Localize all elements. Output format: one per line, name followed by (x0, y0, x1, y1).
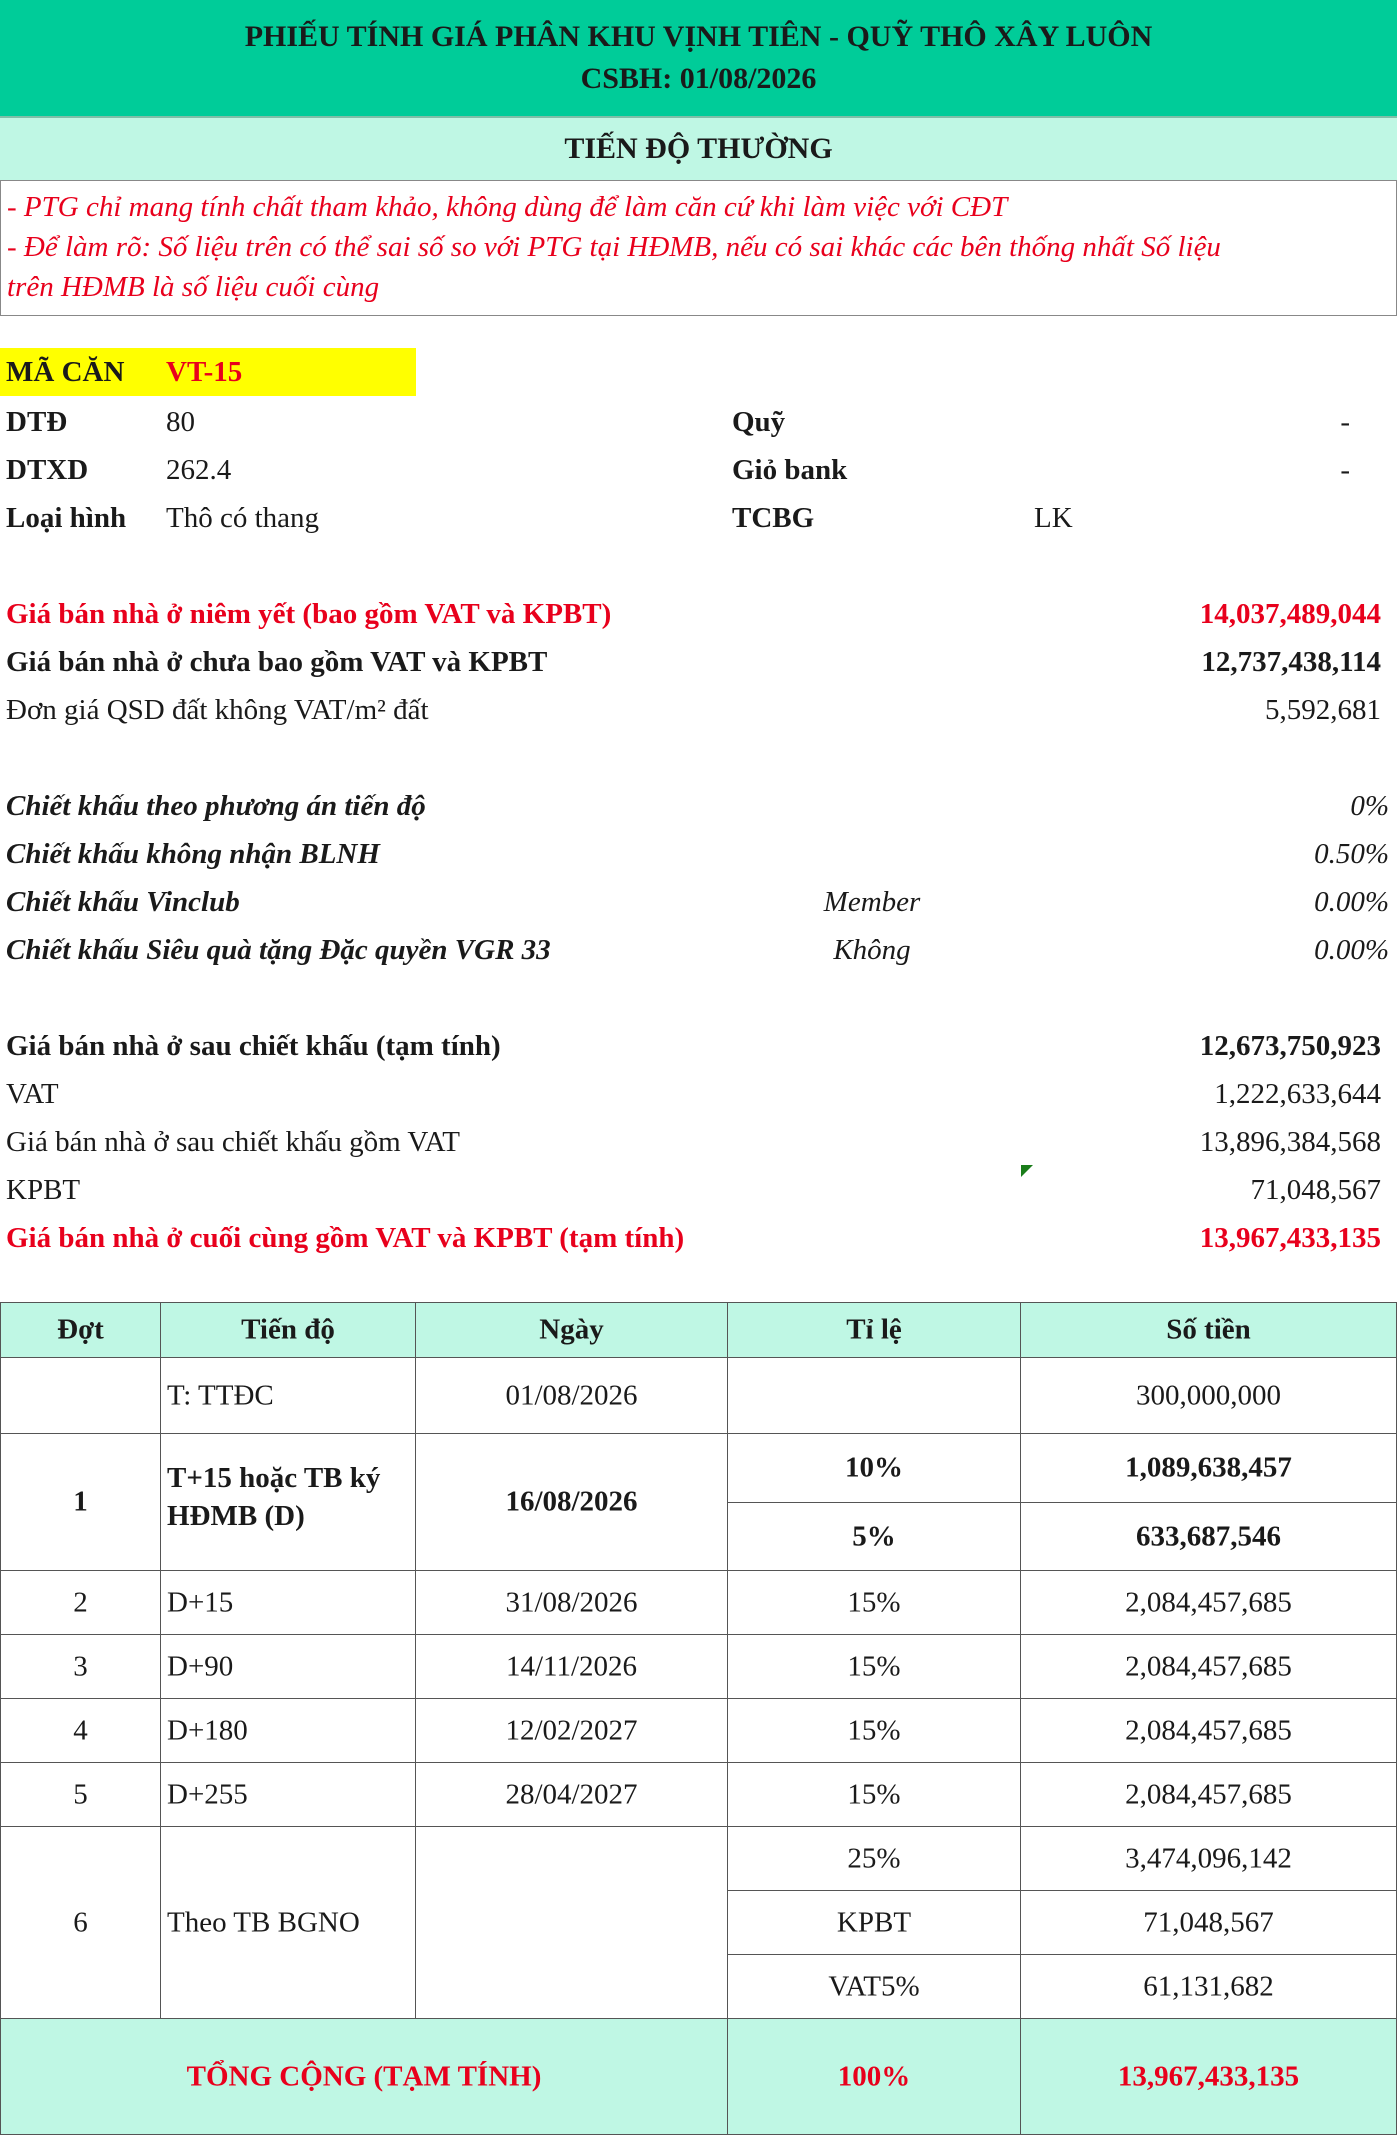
table-cell (415, 1826, 728, 2019)
table-header: Tiến độ (160, 1302, 416, 1358)
table-cell: 2,084,457,685 (1020, 1698, 1397, 1763)
table-cell: 5% (727, 1502, 1021, 1571)
table-cell: 61,131,682 (1020, 1954, 1397, 2019)
listed-price-label: Giá bán nhà ở niêm yết (bao gồm VAT và KPBT) (6, 598, 612, 630)
table-cell: Theo TB BGNO (160, 1826, 416, 2019)
loai-hinh-label: Loại hình (6, 502, 127, 534)
dtd-label: DTĐ (6, 406, 68, 438)
dtxd-label: DTXD (6, 454, 89, 486)
table-cell: VAT5% (727, 1954, 1021, 2019)
header (0, 0, 1397, 118)
table-cell (727, 1357, 1021, 1434)
unit-code-value: VT-15 (166, 356, 243, 388)
discount-value: 0.00% (1314, 934, 1389, 966)
note-line: trên HĐMB là số liệu cuối cùng (7, 271, 380, 303)
discount-value: 0.50% (1314, 838, 1389, 870)
vat-label: VAT (6, 1078, 59, 1110)
table-cell: 71,048,567 (1020, 1890, 1397, 1955)
dtd-value: 80 (166, 406, 195, 438)
table-cell: 25% (727, 1826, 1021, 1891)
tcbg-label: TCBG (732, 502, 815, 534)
table-cell: 6 (0, 1826, 161, 2019)
quy-label: Quỹ (732, 406, 786, 438)
table-cell: 4 (0, 1698, 161, 1763)
table-cell (0, 1357, 161, 1434)
excl-price-label: Giá bán nhà ở chưa bao gồm VAT và KPBT (6, 646, 548, 678)
table-cell: 15% (727, 1762, 1021, 1827)
after-discount-value: 12,673,750,923 (1199, 1030, 1381, 1062)
table-cell: D+180 (160, 1698, 416, 1763)
after-vat-value: 13,896,384,568 (1199, 1126, 1381, 1158)
kpbt-value: 71,048,567 (1250, 1174, 1381, 1206)
gio-bank-value: - (1340, 454, 1350, 486)
table-cell: 633,687,546 (1020, 1502, 1397, 1571)
schedule-type-title: TIẾN ĐỘ THƯỜNG (0, 118, 1397, 181)
table-cell: 2 (0, 1570, 161, 1635)
table-cell: 10% (727, 1433, 1021, 1503)
table-cell: 3,474,096,142 (1020, 1826, 1397, 1891)
after-discount-label: Giá bán nhà ở sau chiết khấu (tạm tính) (6, 1030, 501, 1062)
table-cell: T: TTĐC (160, 1357, 416, 1434)
gio-bank-label: Giỏ bank (732, 454, 848, 486)
payment-schedule-table (0, 1302, 1397, 2135)
table-cell: 5 (0, 1762, 161, 1827)
page-title: PHIẾU TÍNH GIÁ PHÂN KHU VỊNH TIÊN - QUỸ THÔ XÂY LUÔN (244, 20, 1153, 53)
table-cell: 15% (727, 1698, 1021, 1763)
discount-note: Không (833, 934, 911, 966)
final-price-label: Giá bán nhà ở cuối cùng gồm VAT và KPBT (tạm tính) (6, 1222, 685, 1254)
table-header: Tỉ lệ (727, 1302, 1021, 1358)
disclaimer-notes (0, 181, 1397, 316)
table-cell: KPBT (727, 1890, 1021, 1955)
total-rate: 100% (727, 2018, 1021, 2135)
table-cell: 1 (0, 1433, 161, 1571)
table-cell: 2,084,457,685 (1020, 1634, 1397, 1699)
table-cell: 28/04/2027 (415, 1762, 728, 1827)
table-cell: 1,089,638,457 (1020, 1433, 1397, 1503)
table-cell: 2,084,457,685 (1020, 1762, 1397, 1827)
table-cell: 14/11/2026 (415, 1634, 728, 1699)
milestone-line: HĐMB (D) (167, 1500, 305, 1532)
discount-value: 0.00% (1314, 886, 1389, 918)
quy-value: - (1340, 406, 1350, 438)
total-label: TỔNG CỘNG (TẠM TÍNH) (0, 2018, 728, 2135)
table-cell: 15% (727, 1634, 1021, 1699)
table-header: Ngày (415, 1302, 728, 1358)
table-cell: 3 (0, 1634, 161, 1699)
table-cell: D+90 (160, 1634, 416, 1699)
sales-policy-date: CSBH: 01/08/2026 (580, 62, 817, 95)
discount-label: Chiết khấu không nhận BLNH (6, 838, 380, 870)
loai-hinh-value: Thô có thang (166, 502, 320, 534)
discount-label: Chiết khấu theo phương án tiến độ (6, 790, 426, 822)
excl-price-value: 12,737,438,114 (1201, 646, 1381, 678)
table-cell: D+255 (160, 1762, 416, 1827)
tcbg-value: LK (1034, 502, 1073, 534)
final-price-value: 13,967,433,135 (1199, 1222, 1381, 1254)
dtxd-value: 262.4 (166, 454, 232, 486)
cell-comment-marker (1021, 1165, 1033, 1177)
table-cell: 16/08/2026 (415, 1433, 728, 1571)
listed-price-value: 14,037,489,044 (1199, 598, 1381, 630)
vat-value: 1,222,633,644 (1214, 1078, 1381, 1110)
discount-label: Chiết khấu Vinclub (6, 886, 240, 918)
table-cell: 15% (727, 1570, 1021, 1635)
table-header: Số tiền (1020, 1302, 1397, 1358)
milestone-line: T+15 hoặc TB ký (167, 1462, 381, 1494)
note-line: - Để làm rõ: Số liệu trên có thể sai số so với PTG tại HĐMB, nếu có sai khác các bên thống nhất Số liệu (7, 231, 1221, 263)
discount-label: Chiết khấu Siêu quà tặng Đặc quyền VGR 33 (6, 934, 551, 966)
table-cell: 12/02/2027 (415, 1698, 728, 1763)
total-amount: 13,967,433,135 (1020, 2018, 1397, 2135)
after-vat-label: Giá bán nhà ở sau chiết khấu gồm VAT (6, 1126, 461, 1158)
table-cell: D+15 (160, 1570, 416, 1635)
land-price-label: Đơn giá QSD đất không VAT/m² đất (6, 694, 429, 726)
table-cell: 300,000,000 (1020, 1357, 1397, 1434)
note-line: - PTG chỉ mang tính chất tham khảo, không dùng để làm căn cứ khi làm việc với CĐT (7, 191, 1008, 223)
table-cell: 31/08/2026 (415, 1570, 728, 1635)
table-cell (160, 1433, 416, 1571)
table-cell: 2,084,457,685 (1020, 1570, 1397, 1635)
land-price-value: 5,592,681 (1265, 694, 1381, 726)
table-cell: 01/08/2026 (415, 1357, 728, 1434)
table-header: Đợt (0, 1302, 161, 1358)
kpbt-label: KPBT (6, 1174, 81, 1206)
discount-note: Member (823, 886, 921, 918)
unit-code-label: MÃ CĂN (6, 356, 125, 388)
discount-value: 0% (1350, 790, 1389, 822)
